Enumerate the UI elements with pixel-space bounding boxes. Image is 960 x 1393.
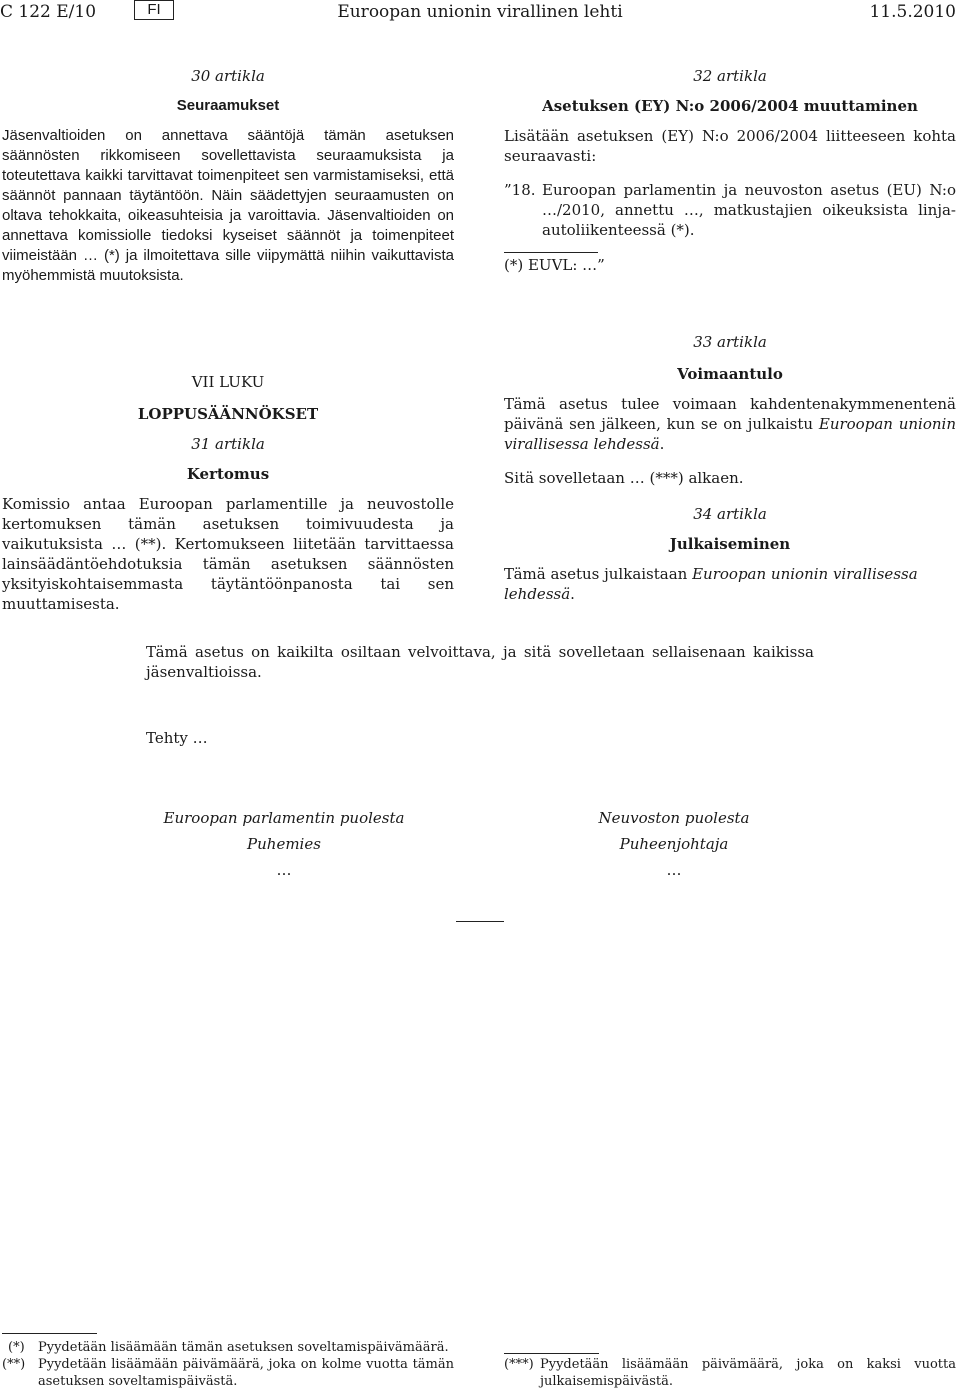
journal-title: Euroopan unionin virallinen lehti <box>337 2 623 22</box>
article-text: Tämä asetus tulee voimaan kahdentenakymmenentenä päivänä sen jälkeen, kun se on julkaistu <box>504 395 956 433</box>
article-text: . <box>659 435 665 453</box>
signatory-role: Puheenjohtaja <box>619 835 729 853</box>
footnote-mark: (***) <box>504 1357 534 1372</box>
article-text: . <box>570 585 575 603</box>
binding-clause: Tämä asetus on kaikilta osiltaan velvoittava, ja sitä sovelletaan sellaisenaan kaikissa jäsenvaltioissa. <box>146 643 814 681</box>
footnote-rule <box>504 252 598 253</box>
chapter-label: VII LUKU <box>191 373 265 391</box>
footnote-text: Pyydetään lisäämään tämän asetuksen soveltamispäivämäärä. <box>38 1340 449 1355</box>
footnote-2 <box>2 1356 454 1390</box>
article-number: 32 artikla <box>693 67 767 85</box>
journal-name: Euroopan unionin virallisessa lehdessä <box>504 415 956 453</box>
footnote-1 <box>8 1339 460 1356</box>
footnote-rule <box>2 1333 97 1334</box>
signature-council <box>524 808 824 880</box>
article-title: Julkaiseminen <box>669 535 791 553</box>
footnote-mark: (*) <box>8 1340 25 1355</box>
language-badge: FI <box>134 0 174 20</box>
article-body <box>504 394 956 454</box>
footnote-text: Pyydetään lisäämään päivämäärä, joka on kaksi vuotta julkaisemispäivästä. <box>540 1357 956 1389</box>
item-number: ”18. <box>504 181 536 199</box>
signatory-body: Neuvoston puolesta <box>598 809 750 827</box>
end-rule <box>456 921 504 922</box>
article-text: Jäsenvaltioiden on annettava komissiolle tiedoksi kyseiset säännöt ja toimenpiteet viimeistään … (*) ja ilmoitettava sille viipymättä niihin vaikuttavista myöhemmistä muutoksista. <box>2 207 454 284</box>
article-number: 31 artikla <box>191 435 265 453</box>
article-text: Jäsenvaltioiden on annettava sääntöjä tämän asetuksen säännösten rikkomiseen sovellettavista seuraamuksista ja toteutettava kaikki tarvittavat toimenpiteet sen varmistamiseksi, että säännöt pannaan täytäntöön. <box>2 127 454 204</box>
signatory-role: Puhemies <box>247 835 321 853</box>
application-date: Sitä sovelletaan … (***) alkaen. <box>504 469 744 487</box>
item-text: Euroopan parlamentin ja neuvoston asetus (EU) N:o …/2010, annettu …, matkustajien oikeuksista linja-autoliikenteessä (*). <box>542 181 956 239</box>
article-body <box>2 494 454 614</box>
article-text: Kertomukseen liitetään tarvittaessa lainsäädäntöehdotuksia tämän asetuksen säännösten yksityiskohtaisemmasta täytäntöönpanosta tai sen muuttamisesta. <box>2 535 454 613</box>
chapter-vii <box>2 372 454 614</box>
chapter-title: LOPPUSÄÄNNÖKSET <box>137 405 319 423</box>
article-title: Seuraamukset <box>176 97 280 114</box>
article-text: Tämä asetus julkaistaan <box>504 565 693 583</box>
footnote-text: Pyydetään lisäämään päivämäärä, joka on kolme vuotta tämän asetuksen soveltamispäivästä. <box>38 1357 454 1389</box>
article-title: Kertomus <box>186 465 270 483</box>
footnote-3 <box>504 1356 956 1390</box>
inner-footnote: (*) EUVL: …” <box>504 256 605 274</box>
article-text: Komissio antaa Euroopan parlamentille ja neuvostolle kertomuksen tämän asetuksen toimivuudesta ja vaikutuksista … (**). <box>2 495 454 553</box>
article-text: Näin säädettyjen seuraamusten on oltava tehokkaita, oikeasuhteisia ja varoittavia. <box>2 187 454 224</box>
article-title: Voimaantulo <box>677 365 783 383</box>
article-number: 30 artikla <box>191 67 265 85</box>
article-body <box>504 564 956 604</box>
article-body <box>2 126 454 286</box>
footnote-rule <box>504 1353 599 1354</box>
article-33 <box>504 332 956 604</box>
article-number: 33 artikla <box>693 333 767 351</box>
article-title: Asetuksen (EY) N:o 2006/2004 muuttaminen <box>542 97 918 115</box>
publication-date: 11.5.2010 <box>869 2 956 22</box>
article-30 <box>2 66 454 286</box>
article-32 <box>504 66 956 275</box>
page-reference: C 122 E/10 <box>0 2 97 22</box>
journal-name: Euroopan unionin virallisessa lehdessä <box>504 565 918 603</box>
done-at: Tehty … <box>146 729 208 747</box>
footnote-mark: (**) <box>2 1357 26 1372</box>
amendment-item <box>504 180 956 240</box>
signatory-name: … <box>276 861 292 879</box>
article-intro: Lisätään asetuksen (EY) N:o 2006/2004 liitteeseen kohta seuraavasti: <box>504 127 956 165</box>
article-number: 34 artikla <box>693 505 767 523</box>
signature-parliament <box>134 808 434 880</box>
signatory-body: Euroopan parlamentin puolesta <box>163 809 405 827</box>
signatory-name: … <box>666 861 682 879</box>
